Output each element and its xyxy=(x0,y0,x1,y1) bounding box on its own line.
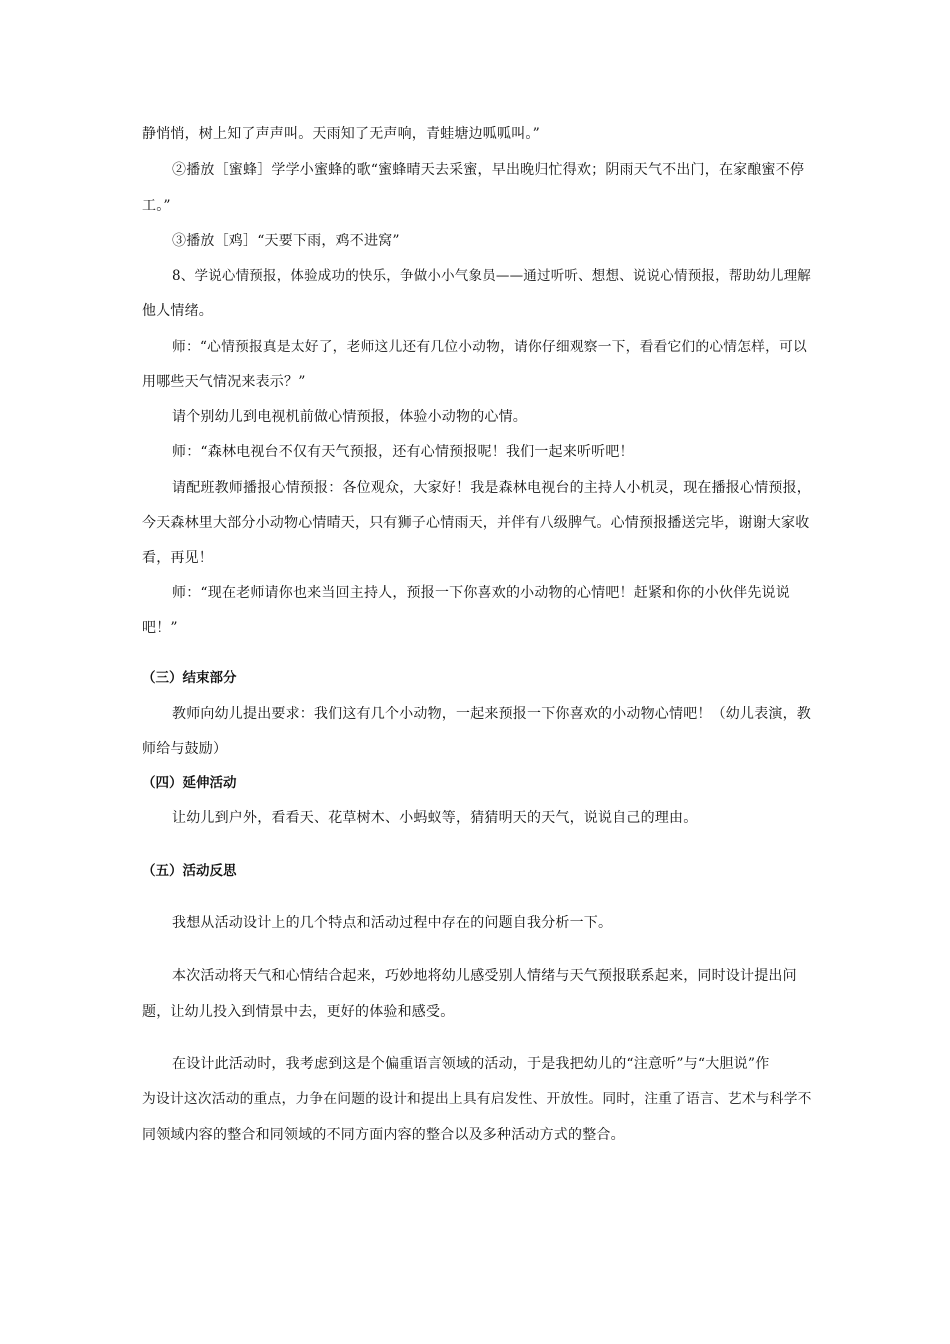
paragraph-line: 题，让幼儿投入到情景中去，更好的体验和感受。 xyxy=(142,1004,455,1020)
paragraph-line: 我想从活动设计上的几个特点和活动过程中存在的问题自我分析一下。 xyxy=(172,915,613,931)
section-heading: （四）延伸活动 xyxy=(142,775,237,791)
paragraph-line: 用哪些天气情况来表示？” xyxy=(142,374,306,390)
section-heading: （五）活动反思 xyxy=(142,863,237,879)
paragraph-line: 静悄悄，树上知了声声叫。天雨知了无声响，青蛙塘边呱呱叫。” xyxy=(142,126,540,142)
paragraph-line: 请配班教师播报心情预报：各位观众，大家好！我是森林电视台的主持人小机灵，现在播报心情预报， xyxy=(172,480,811,496)
paragraph-line: 在设计此活动时，我考虑到这是个偏重语言领域的活动，于是我把幼儿的“注意听”与“大胆说”作 xyxy=(172,1056,770,1072)
paragraph-line: 同领域内容的整合和同领域的不同方面内容的整合以及多种活动方式的整合。 xyxy=(142,1127,625,1143)
paragraph-line: 他人情绪。 xyxy=(142,303,213,319)
paragraph-line: ③播放［鸡］“天要下雨，鸡不进窝” xyxy=(172,233,400,249)
paragraph-line: 教师向幼儿提出要求：我们这有几个小动物，一起来预报一下你喜欢的小动物心情吧！（幼儿表演，教 xyxy=(172,706,811,722)
paragraph-line: 今天森林里大部分小动物心情晴天，只有狮子心情雨天，并伴有八级脾气。心情预报播送完毕，谢谢大家收 xyxy=(142,515,810,531)
paragraph-line: 师：“现在老师请你也来当回主持人，预报一下你喜欢的小动物的心情吧！赶紧和你的小伙伴先说说 xyxy=(172,585,790,601)
paragraph-line: 为设计这次活动的重点，力争在问题的设计和提出上具有启发性、开放性。同时，注重了语言、艺术与科学不 xyxy=(142,1091,812,1107)
paragraph-line: 看，再见！ xyxy=(142,550,213,566)
paragraph-line: 让幼儿到户外，看看天、花草树木、小蚂蚁等，猜猜明天的天气，说说自己的理由。 xyxy=(172,810,698,826)
paragraph-line: 8、学说心情预报，体验成功的快乐，争做小小气象员——通过听听、想想、说说心情预报，帮助幼儿理解 xyxy=(172,268,811,284)
paragraph-line: 请个别幼儿到电视机前做心情预报，体验小动物的心情。 xyxy=(172,409,527,425)
paragraph-line: ②播放［蜜蜂］学学小蜜蜂的歌“蜜蜂晴天去采蜜，早出晚归忙得欢；阴雨天气不出门，在家酿蜜不停 xyxy=(172,162,805,178)
paragraph-line: 本次活动将天气和心情结合起来，巧妙地将幼儿感受别人情绪与天气预报联系起来，同时设计提出问 xyxy=(172,968,797,984)
paragraph-line: 师给与鼓励） xyxy=(142,741,228,757)
paragraph-line: 师：“心情预报真是太好了，老师这儿还有几位小动物，请你仔细观察一下，看看它们的心情怎样，可以 xyxy=(172,339,807,355)
paragraph-line: 师：“森林电视台不仅有天气预报，还有心情预报呢！我们一起来听听吧！ xyxy=(172,444,634,460)
paragraph-line: 吧！” xyxy=(142,620,178,636)
section-heading: （三）结束部分 xyxy=(142,670,237,686)
paragraph-line: 工。” xyxy=(142,198,171,214)
